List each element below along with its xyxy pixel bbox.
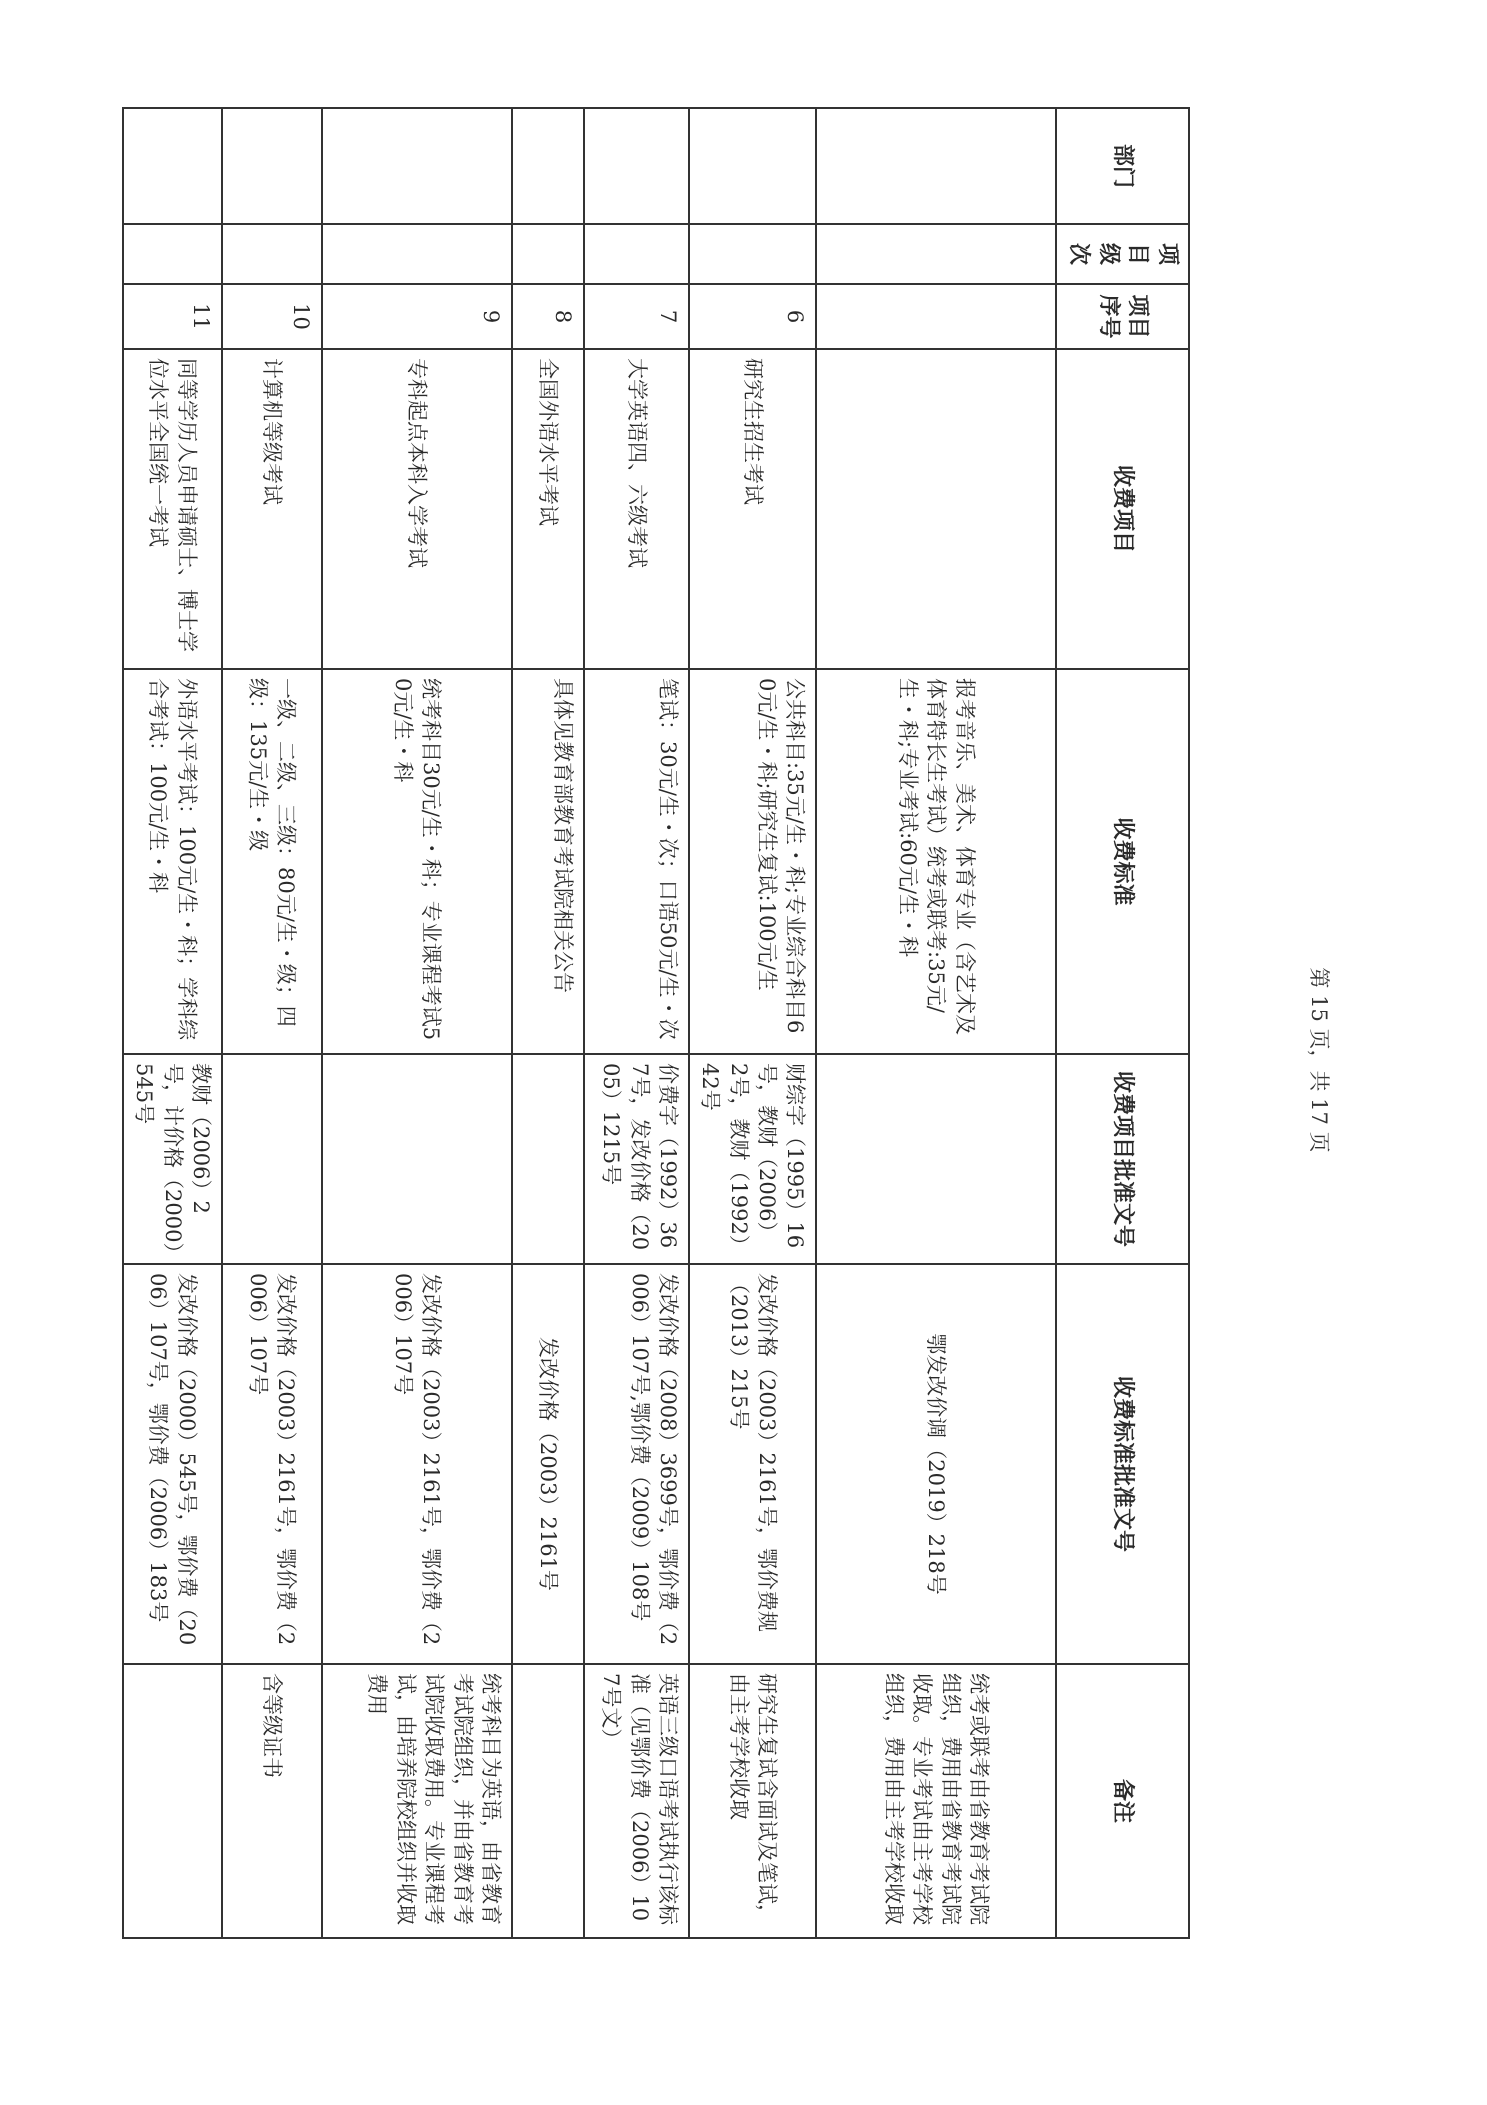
cell-item: 专科起点本科入学考试 — [322, 349, 512, 669]
table-row — [123, 108, 222, 1938]
cell-seq — [816, 284, 1056, 349]
cell-item-doc: 价费字（1992）367号，发改价格（2005）1215号 — [584, 1054, 689, 1264]
cell-seq: 10 — [222, 284, 322, 349]
table-row — [512, 108, 584, 1938]
cell-dept — [689, 108, 816, 224]
cell-item-doc — [816, 1054, 1056, 1264]
cell-seq: 6 — [689, 284, 816, 349]
cell-dept — [584, 108, 689, 224]
header-std-doc: 收费标准批准文号 — [1056, 1264, 1189, 1664]
fee-standards-table — [122, 107, 1190, 1939]
cell-item-doc: 财综字（1995）16号，教财（2006）2号，教财（1992）42号 — [689, 1054, 816, 1264]
cell-item: 计算机等级考试 — [222, 349, 322, 669]
cell-item-doc — [512, 1054, 584, 1264]
cell-item: 研究生招生考试 — [689, 349, 816, 669]
cell-std-doc: 鄂发改价调（2019）218号 — [816, 1264, 1056, 1664]
cell-std-doc: 发改价格（2003）2161号，鄂价费（2006）107号 — [222, 1264, 322, 1664]
cell-item-doc: 教财（2006）2号，计价格（2000）545号 — [123, 1054, 222, 1264]
rotated-table-sheet — [132, 107, 1190, 1937]
cell-item-doc — [222, 1054, 322, 1264]
header-note: 备注 — [1056, 1664, 1189, 1938]
cell-seq: 7 — [584, 284, 689, 349]
cell-level — [222, 224, 322, 284]
cell-level — [322, 224, 512, 284]
cell-item: 全国外语水平考试 — [512, 349, 584, 669]
page-number-footer — [1305, 960, 1335, 1160]
cell-standard: 笔试：30元/生・次；口语50元/生・次 — [584, 669, 689, 1054]
cell-seq: 8 — [512, 284, 584, 349]
cell-dept — [322, 108, 512, 224]
cell-item: 同等学历人员申请硕士、博士学位水平全国统一考试 — [123, 349, 222, 669]
table-row — [584, 108, 689, 1938]
cell-note: 统考或联考由省教育考试院组织，费用由省教育考试院收取。专业考试由主考学校组织，费用由主考学校收取 — [816, 1664, 1056, 1938]
page-number-text: 第 15 页，共 17 页 — [1307, 967, 1331, 1153]
header-item-doc: 收费项目批准文号 — [1056, 1054, 1189, 1264]
table-header-row — [1056, 108, 1189, 1938]
cell-standard: 外语水平考试：100元/生・科；学科综合考试：100元/生・科 — [123, 669, 222, 1054]
cell-level — [123, 224, 222, 284]
cell-standard: 公共科目:35元/生・科;专业综合科目60元/生・科;研究生复试:100元/生 — [689, 669, 816, 1054]
header-item: 收费项目 — [1056, 349, 1189, 669]
cell-standard: 一级、二级、三级：80元/生・级；四级：135元/生・级 — [222, 669, 322, 1054]
cell-std-doc: 发改价格（2003）2161号 — [512, 1264, 584, 1664]
cell-level — [512, 224, 584, 284]
cell-seq: 11 — [123, 284, 222, 349]
cell-std-doc: 发改价格（2003）2161号，鄂价费规（2013）215号 — [689, 1264, 816, 1664]
table-row — [222, 108, 322, 1938]
cell-std-doc: 发改价格（2008）3699号，鄂价费（2006）107号,鄂价费（2009）108号 — [584, 1264, 689, 1664]
cell-standard: 统考科目30元/生・科；专业课程考试50元/生・科 — [322, 669, 512, 1054]
table-row — [816, 108, 1056, 1938]
cell-dept — [512, 108, 584, 224]
header-dept: 部门 — [1056, 108, 1189, 224]
header-seq: 项目序号 — [1056, 284, 1189, 349]
cell-dept — [816, 108, 1056, 224]
cell-note: 研究生复试含面试及笔试，由主考学校收取 — [689, 1664, 816, 1938]
cell-standard: 具体见教育部教育考试院相关公告 — [512, 669, 584, 1054]
cell-note — [123, 1664, 222, 1938]
cell-seq: 9 — [322, 284, 512, 349]
table-row — [322, 108, 512, 1938]
cell-note: 统考科目为英语，由省教育考试院组织，并由省教育考试院收取费用。专业课程考试，由培养院校组织并收取费用 — [322, 1664, 512, 1938]
cell-note: 含等级证书 — [222, 1664, 322, 1938]
cell-item: 大学英语四、六级考试 — [584, 349, 689, 669]
cell-std-doc: 发改价格（2003）2161号，鄂价费（2006）107号 — [322, 1264, 512, 1664]
cell-item — [816, 349, 1056, 669]
header-level: 项目级次 — [1056, 224, 1189, 284]
cell-dept — [222, 108, 322, 224]
cell-note: 英语三级口语考试执行该标准（见鄂价费（2006）107号文） — [584, 1664, 689, 1938]
cell-item-doc — [322, 1054, 512, 1264]
cell-level — [689, 224, 816, 284]
cell-note — [512, 1664, 584, 1938]
cell-standard: 报考音乐、美术、体育专业（含艺术及体育特长生考试）统考或联考:35元/生・科;专业考试:60元/生・科 — [816, 669, 1056, 1054]
cell-level — [584, 224, 689, 284]
table-row — [689, 108, 816, 1938]
cell-std-doc: 发改价格（2000）545号，鄂价费（2006）107号，鄂价费（2006）183号 — [123, 1264, 222, 1664]
header-standard: 收费标准 — [1056, 669, 1189, 1054]
cell-level — [816, 224, 1056, 284]
cell-dept — [123, 108, 222, 224]
